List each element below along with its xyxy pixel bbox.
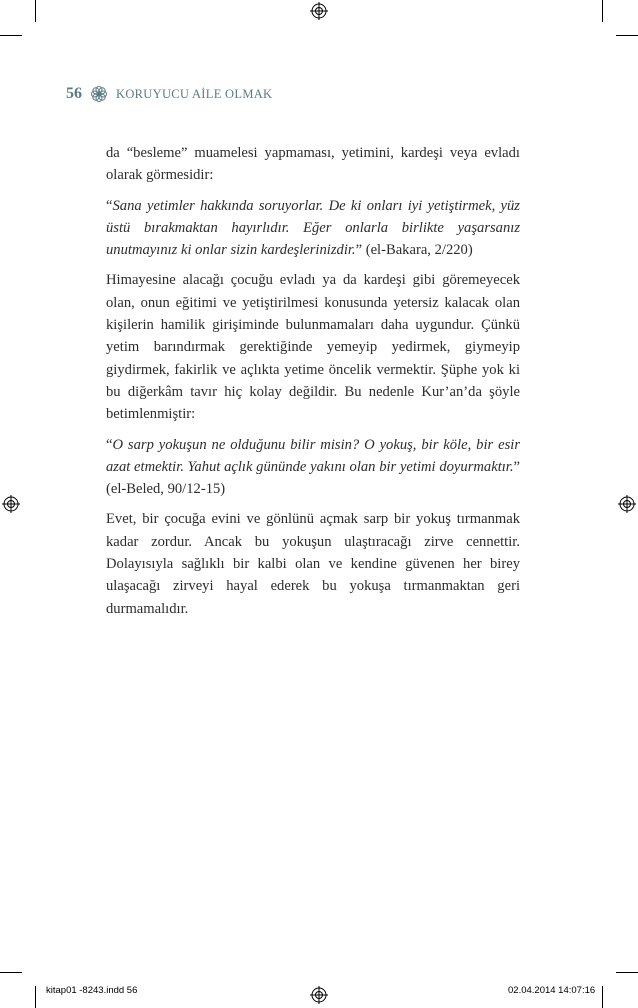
crop-mark-bottom-right-v [602, 986, 603, 1008]
crop-mark-top-right-v [602, 0, 603, 22]
paragraph-text: Himayesine alacağı çocuğu evladı ya da kardeşi gibi göremeyecek olan, onun eğitimi ve yetiştirilmesi konusunda yetersiz kalacak olan kişilerin hamilik girişiminde bulunmamaları daha uygundur. Çünkü yetim barındırmak gerektiğinde yemeyip yedirmek, giymeyip giydirmek, fakirlik ve açlıkta yetime öncelik vermektir. Şüphe yok ki bu diğerkâm tavır hiç kolay değildir. Bu nedenle Kur’an’da şöyle betimlenmiştir: [106, 272, 520, 423]
registration-mark-icon [2, 495, 20, 513]
crop-mark-top-left-v [35, 0, 36, 22]
registration-mark-icon [310, 2, 328, 20]
registration-mark-icon [310, 986, 328, 1004]
running-header [66, 84, 272, 104]
crop-mark-bottom-left-v [35, 986, 36, 1008]
slug-date: 02.04.2014 14:07:16 [508, 985, 596, 996]
quote-open: “ [106, 197, 113, 214]
paragraph [106, 142, 520, 187]
paragraph [106, 508, 520, 619]
paragraph-text: da “besleme” muamelesi yapmaması, yetimini, kardeşi veya evladı olarak görmesidir: [106, 145, 520, 184]
quote-paragraph [106, 434, 520, 501]
crop-mark-bottom-left-h [0, 972, 22, 973]
quote-open: “ [106, 436, 113, 453]
quote-citation: ” (el-Beled, 90/12-15) [106, 458, 520, 498]
quote-text: O sarp yokuşun ne olduğunu bilir misin? O yokuş, bir köle, bir esir azat etmektir. Yahut açlık gününde yakını olan bir yetimi doyurmaktır. [106, 436, 520, 475]
rosette-ornament-icon [90, 85, 108, 103]
running-title: KORUYUCU AİLE OLMAK [116, 86, 273, 101]
body-text [106, 142, 520, 628]
quote-text: Sana yetimler hakkında soruyorlar. De ki onları iyi yetiştirmek, yüz üstü bırakmaktan hayırlıdır. Eğer onlarla birlikte yaşarsanız unutmayınız ki onlar sizin kardeşlerinizdir. [106, 197, 520, 259]
crop-mark-bottom-right-h [616, 972, 638, 973]
crop-mark-top-left-h [0, 35, 22, 36]
quote-paragraph [106, 195, 520, 262]
slug-file: kitap01 -8243.indd 56 [46, 985, 138, 996]
page-number: 56 [66, 85, 82, 102]
registration-mark-icon [618, 495, 636, 513]
crop-mark-top-right-h [616, 35, 638, 36]
paragraph [106, 269, 520, 425]
quote-citation: ” (el-Bakara, 2/220) [355, 242, 473, 259]
paragraph-text: Evet, bir çocuğa evini ve gönlünü açmak sarp bir yokuş tırmanmak kadar zordur. Ancak bu yokuşun ulaştıracağı zirve cennettir. Dolayısıyla sağlıklı bir kalbi olan ve kendine güvenen her birey ulaşacağı zirveyi hayal ederek bu yokuşa tırmanmaktan geri durmamalıdır. [106, 511, 520, 617]
